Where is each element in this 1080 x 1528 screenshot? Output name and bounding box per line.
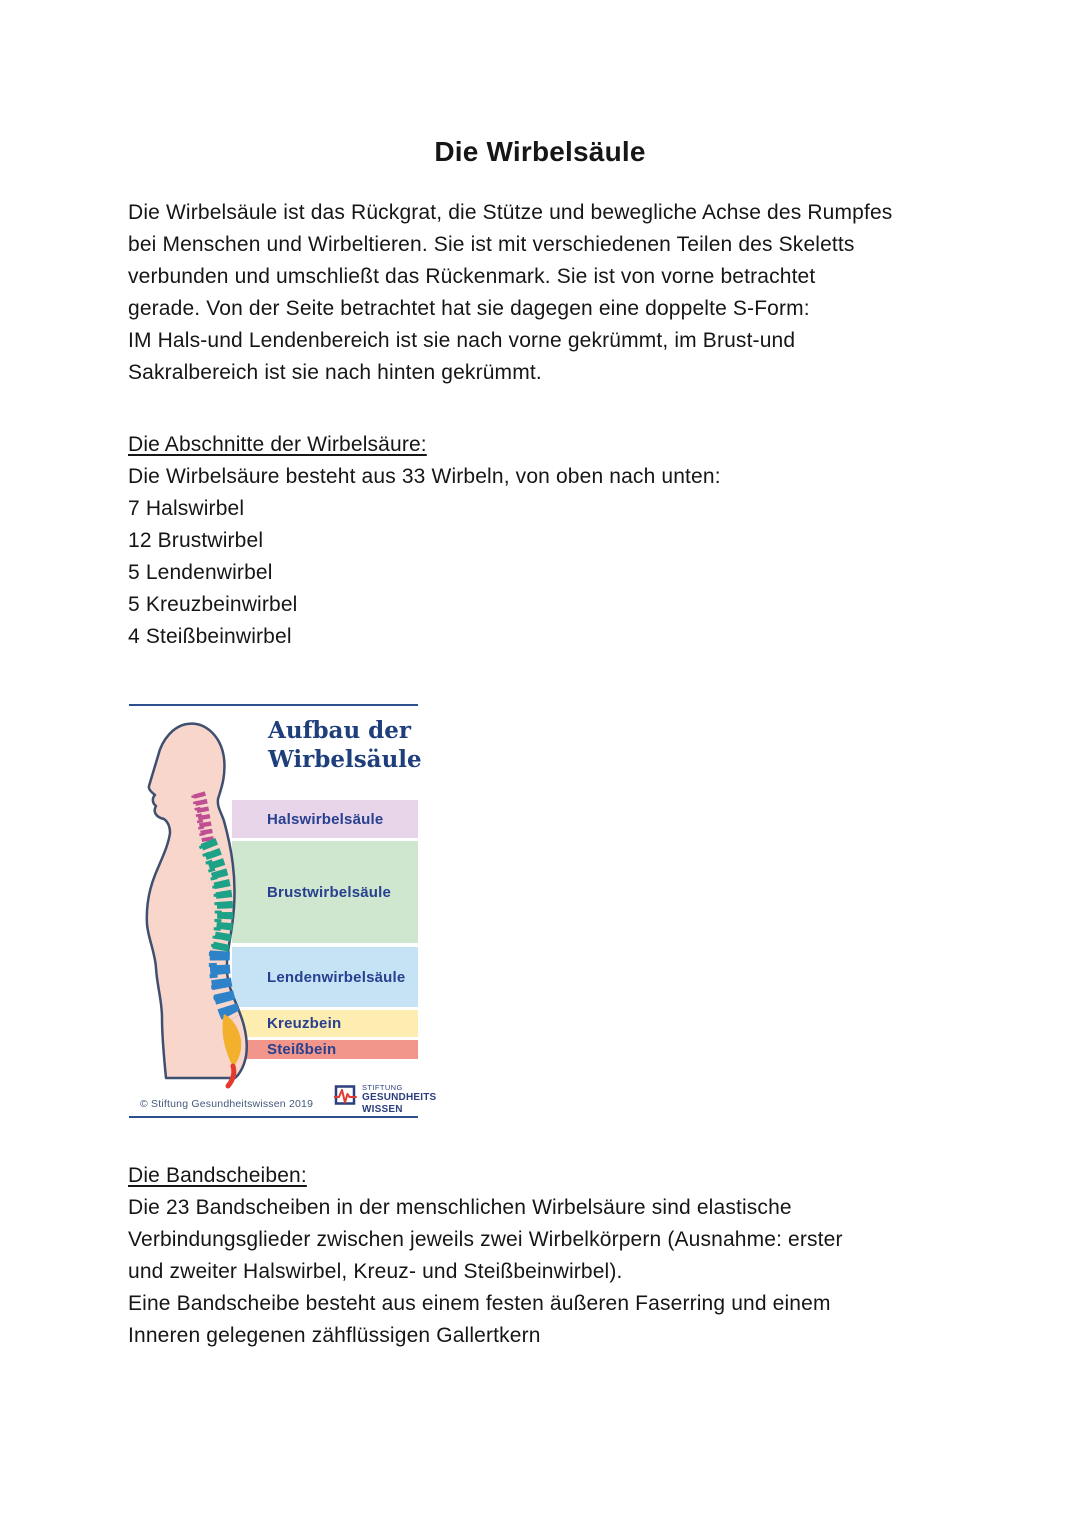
heartbeat-icon — [334, 1083, 357, 1107]
section-heading-bandscheiben: Die Bandscheiben: — [128, 1164, 307, 1187]
text-line: Verbindungsglieder zwischen jeweils zwei Wirbelkörpern (Ausnahme: erster — [128, 1228, 843, 1251]
list-item: 5 Lendenwirbel — [128, 561, 273, 584]
text-line: Die Wirbelsäule ist das Rückgrat, die Stütze und bewegliche Achse des Rumpfes — [128, 201, 893, 224]
spine-infographic — [128, 700, 437, 1120]
text-line: gerade. Von der Seite betrachtet hat sie dagegen eine doppelte S-Form: — [128, 297, 810, 320]
list-item: 5 Kreuzbeinwirbel — [128, 593, 298, 616]
list-item: 12 Brustwirbel — [128, 529, 264, 552]
intro-paragraph — [128, 197, 958, 389]
logo-text-line: WISSEN — [362, 1103, 403, 1115]
infographic-title-line: Aufbau der — [268, 717, 412, 744]
text-line: Sakralbereich ist sie nach hinten gekrümmt. — [128, 361, 542, 384]
stiftung-gesundheitswissen-logo — [334, 1083, 436, 1115]
logo-text-line: GESUNDHEITS — [362, 1092, 437, 1103]
band-label: Steißbein — [267, 1041, 337, 1058]
band-label: Brustwirbelsäule — [267, 883, 392, 901]
text-line: bei Menschen und Wirbeltieren. Sie ist mit verschiedenen Teilen des Skeletts — [128, 233, 855, 256]
text-line: und zweiter Halswirbel, Kreuz- und Steißbeinwirbel). — [128, 1260, 623, 1283]
page-title: Die Wirbelsäule — [434, 136, 646, 167]
logo-text-line: STIFTUNG — [362, 1083, 403, 1092]
section-subheading: Die Wirbelsäure besteht aus 33 Wirbeln, von oben nach unten: — [128, 465, 721, 488]
text-line: Die 23 Bandscheiben in der menschlichen Wirbelsäure sind elastische — [128, 1196, 792, 1219]
section-heading-abschnitte: Die Abschnitte der Wirbelsäure: — [128, 433, 427, 456]
band-label: Halswirbelsäule — [267, 810, 384, 828]
band-label: Lendenwirbelsäule — [267, 968, 406, 986]
text-line: verbunden und umschließt das Rückenmark. Sie ist von vorne betrachtet — [128, 265, 816, 288]
section-bandscheiben — [128, 1160, 958, 1352]
infographic-title — [268, 716, 422, 774]
logo-text — [362, 1083, 436, 1115]
list-item: 4 Steißbeinwirbel — [128, 625, 292, 648]
body-silhouette-illustration — [128, 700, 288, 1120]
band-label: Kreuzbein — [267, 1015, 342, 1032]
section-abschnitte — [128, 429, 958, 653]
list-item: 7 Halswirbel — [128, 497, 245, 520]
text-line: Inneren gelegenen zähflüssigen Gallertkern — [128, 1324, 541, 1347]
infographic-title-line: Wirbelsäule — [268, 746, 422, 773]
text-line: IM Hals-und Lendenbereich ist sie nach vorne gekrümmt, im Brust-und — [128, 329, 796, 352]
infographic-copyright: © Stiftung Gesundheitswissen 2019 — [140, 1098, 314, 1110]
text-line: Eine Bandscheibe besteht aus einem festen äußeren Faserring und einem — [128, 1292, 831, 1315]
